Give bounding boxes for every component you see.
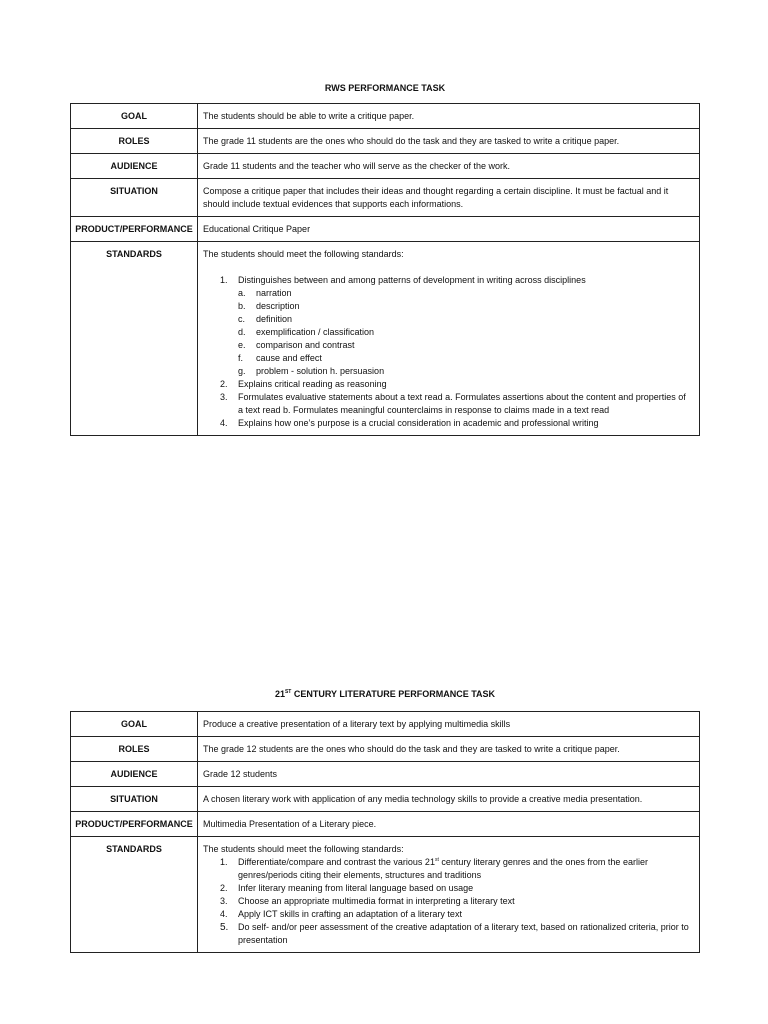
list-marker: g. [238,366,246,376]
list-item-text: Infer literary meaning from literal language based on usage [238,883,474,893]
list-marker: 1. [220,857,228,867]
standards-list [203,274,693,430]
row-label-product-performance: PRODUCT/PERFORMANCE [71,217,198,242]
standards-list [203,856,693,947]
title-number: 21 [274,689,285,699]
row-label-audience: AUDIENCE [71,154,198,179]
list-item-text: Distinguishes between and among patterns of development in writing across disciplines [238,275,586,285]
standards-intro: The students should meet the following standards: [203,249,404,259]
list-marker: f. [238,353,244,363]
row-label-standards: STANDARDS [71,837,198,953]
list-item [220,378,693,391]
list-item-text: Apply ICT skills in crafting an adaptation of a literary text [238,909,462,919]
list-item-text: problem - solution h. persuasion [256,366,385,376]
table-row [71,154,700,179]
list-item-text: Formulates evaluative statements about a text read a. Formulates assertions about the content and properties of a text read b. Formulates meaningful counterclaims in response to claims made in a text read [238,392,686,415]
list-marker: d. [238,327,246,337]
list-item [238,287,693,300]
row-value-audience: Grade 12 students [198,762,700,787]
row-label-audience: AUDIENCE [71,762,198,787]
standards-intro: The students should meet the following standards: [203,844,404,854]
list-item [238,352,693,365]
list-item [220,908,693,921]
list-marker: 4. [220,909,228,919]
list-item-text: definition [256,314,293,324]
row-label-goal: GOAL [71,104,198,129]
row-label-roles: ROLES [71,737,198,762]
literature-task-table [70,711,700,953]
table-row [71,217,700,242]
row-value-standards [198,242,700,436]
list-marker: 1. [220,275,228,285]
list-item [220,417,693,430]
list-item-text: Explains how one’s purpose is a crucial consideration in academic and professional writing [238,418,599,428]
row-value-roles: The grade 12 students are the ones who should do the task and they are tasked to write a critique paper. [198,737,700,762]
row-label-situation: SITUATION [71,787,198,812]
list-item-text-a: Differentiate/compare and contrast the various 21 [238,857,435,867]
row-value-goal: Produce a creative presentation of a literary text by applying multimedia skills [198,712,700,737]
table-row [71,104,700,129]
row-label-situation: SITUATION [71,179,198,217]
list-item [238,326,693,339]
list-item-text: comparison and contrast [256,340,355,350]
rws-task-table [70,103,700,436]
title-ordinal: ST [284,689,292,695]
list-marker: 3. [220,392,228,402]
list-marker: 4. [220,418,228,428]
list-marker: 2. [220,883,228,893]
table-row [71,242,700,436]
list-item-text: description [256,301,300,311]
list-item [238,313,693,326]
table-row [71,812,700,837]
list-marker: e. [238,340,246,350]
table-row [71,762,700,787]
table-row [71,737,700,762]
list-item [220,391,693,417]
row-value-roles: The grade 11 students are the ones who should do the task and they are tasked to write a critique paper. [198,129,700,154]
list-item-text: cause and effect [256,353,322,363]
list-marker: 5. [220,922,229,933]
rws-title: RWS PERFORMANCE TASK [324,83,446,93]
list-item [220,882,693,895]
list-item-text: Choose an appropriate multimedia format in interpreting a literary text [238,896,515,906]
list-item [220,274,693,378]
list-item-text: Do self- and/or peer assessment of the creative adaptation of a literary text, based on rationalized criteria, prior to presentation [238,922,689,945]
row-value-situation: A chosen literary work with application of any media technology skills to provide a creative media presentation. [198,787,700,812]
list-marker: a. [238,288,246,298]
row-label-roles: ROLES [71,129,198,154]
row-value-product-performance: Educational Critique Paper [198,217,700,242]
list-item [220,895,693,908]
list-marker: 3. [220,896,228,906]
list-item [238,365,693,378]
list-item [220,921,693,947]
list-marker: 2. [220,379,228,389]
list-item-text: Explains critical reading as reasoning [238,379,387,389]
row-label-product-performance: PRODUCT/PERFORMANCE [71,812,198,837]
table-row [71,129,700,154]
list-item [238,339,693,352]
table-row [71,837,700,953]
list-item-text: narration [256,288,292,298]
list-item-text-b: century literary genres and the ones from the earlier genres/periods citing their elements, structures and traditions [238,857,648,880]
row-value-standards [198,837,700,953]
sub-list [238,287,693,378]
row-label-standards: STANDARDS [71,242,198,436]
row-value-situation: Compose a critique paper that includes their ideas and thought regarding a certain discipline. It must be factual and it should include textual evidences that supports each informations. [198,179,700,217]
list-item-text: exemplification / classification [256,327,375,337]
list-item [238,300,693,313]
table-row [71,712,700,737]
table-row [71,179,700,217]
table-row [71,787,700,812]
literature-title [70,689,700,699]
list-item [220,856,693,882]
ordinal-suffix: st [434,857,439,863]
row-label-goal: GOAL [71,712,198,737]
list-marker: b. [238,301,246,311]
list-marker: c. [238,314,246,324]
row-value-goal: The students should be able to write a critique paper. [198,104,700,129]
title-text: CENTURY LITERATURE PERFORMANCE TASK [291,689,496,699]
row-value-product-performance: Multimedia Presentation of a Literary piece. [198,812,700,837]
row-value-audience: Grade 11 students and the teacher who will serve as the checker of the work. [198,154,700,179]
